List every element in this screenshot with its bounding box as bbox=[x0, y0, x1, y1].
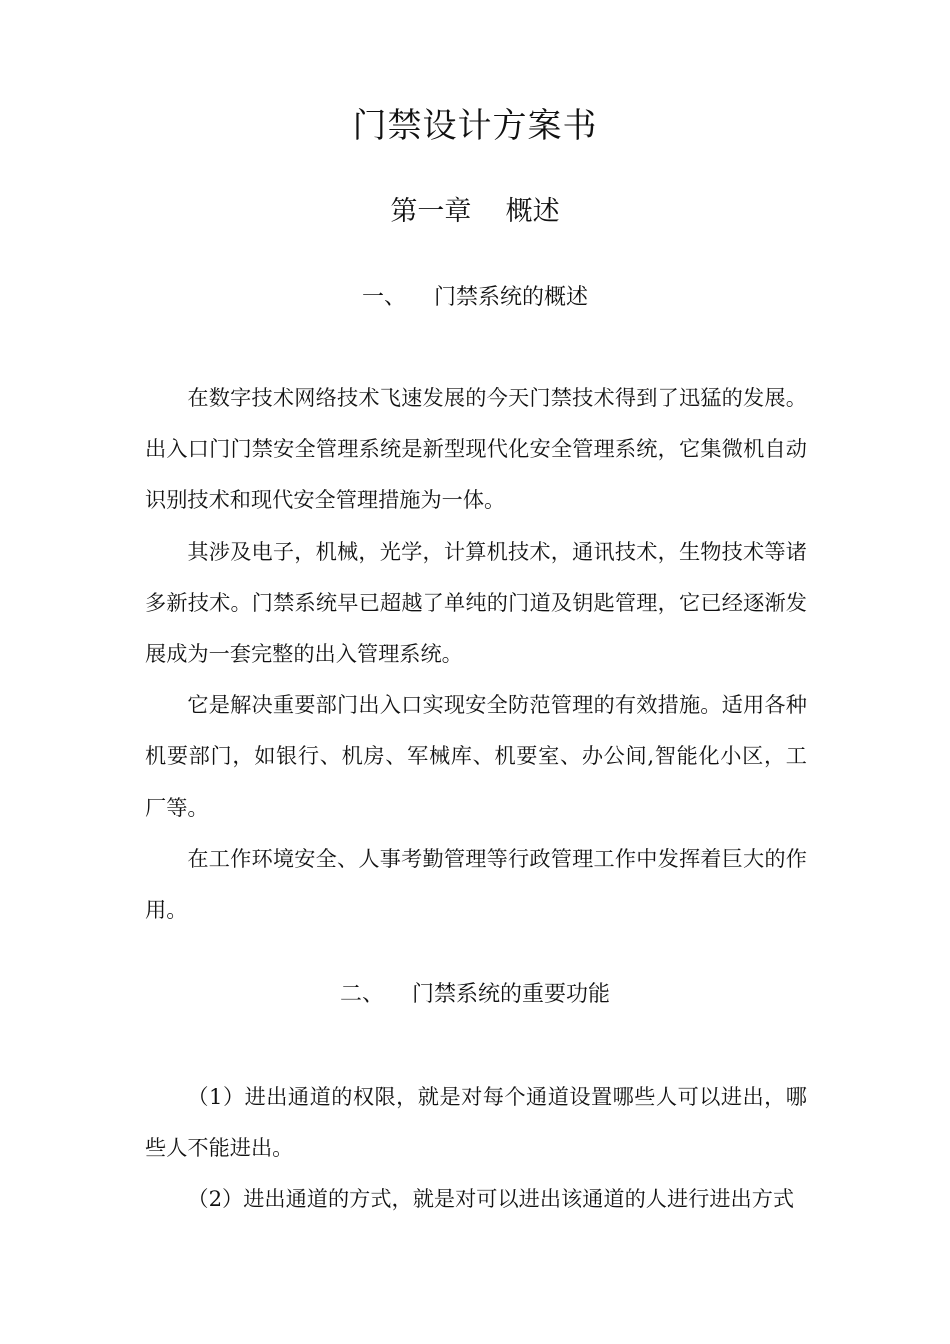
section-body-overview bbox=[145, 372, 807, 935]
paragraph: （2）进出通道的方式，就是对可以进出该通道的人进行进出方式 bbox=[187, 1186, 795, 1212]
section-body-functions bbox=[145, 1071, 807, 1225]
paragraph: （1）进出通道的权限，就是对每个通道设置哪些人可以进出，哪些人不能进出。 bbox=[145, 1084, 807, 1161]
section-heading-overview: 一、 门禁系统的概述 bbox=[362, 285, 588, 310]
section-heading-functions: 二、 门禁系统的重要功能 bbox=[340, 982, 610, 1007]
document-title: 门禁设计方案书 bbox=[352, 106, 598, 146]
chapter-title: 第一章 概述 bbox=[390, 196, 560, 227]
paragraph: 在数字技术网络技术飞速发展的今天门禁技术得到了迅猛的发展。出入口门门禁安全管理系统是新型现代化安全管理系统，它集微机自动识别技术和现代安全管理措施为一体。 bbox=[145, 385, 807, 513]
paragraph: 它是解决重要部门出入口实现安全防范管理的有效措施。适用各种机要部门，如银行、机房、军械库、机要室、办公间,智能化小区，工厂等。 bbox=[145, 692, 807, 820]
paragraph: 在工作环境安全、人事考勤管理等行政管理工作中发挥着巨大的作用。 bbox=[145, 845, 807, 923]
paragraph: 其涉及电子，机械，光学，计算机技术，通讯技术，生物技术等诸多新技术。门禁系统早已超越了单纯的门道及钥匙管理，它已经逐渐发展成为一套完整的出入管理系统。 bbox=[145, 538, 807, 667]
